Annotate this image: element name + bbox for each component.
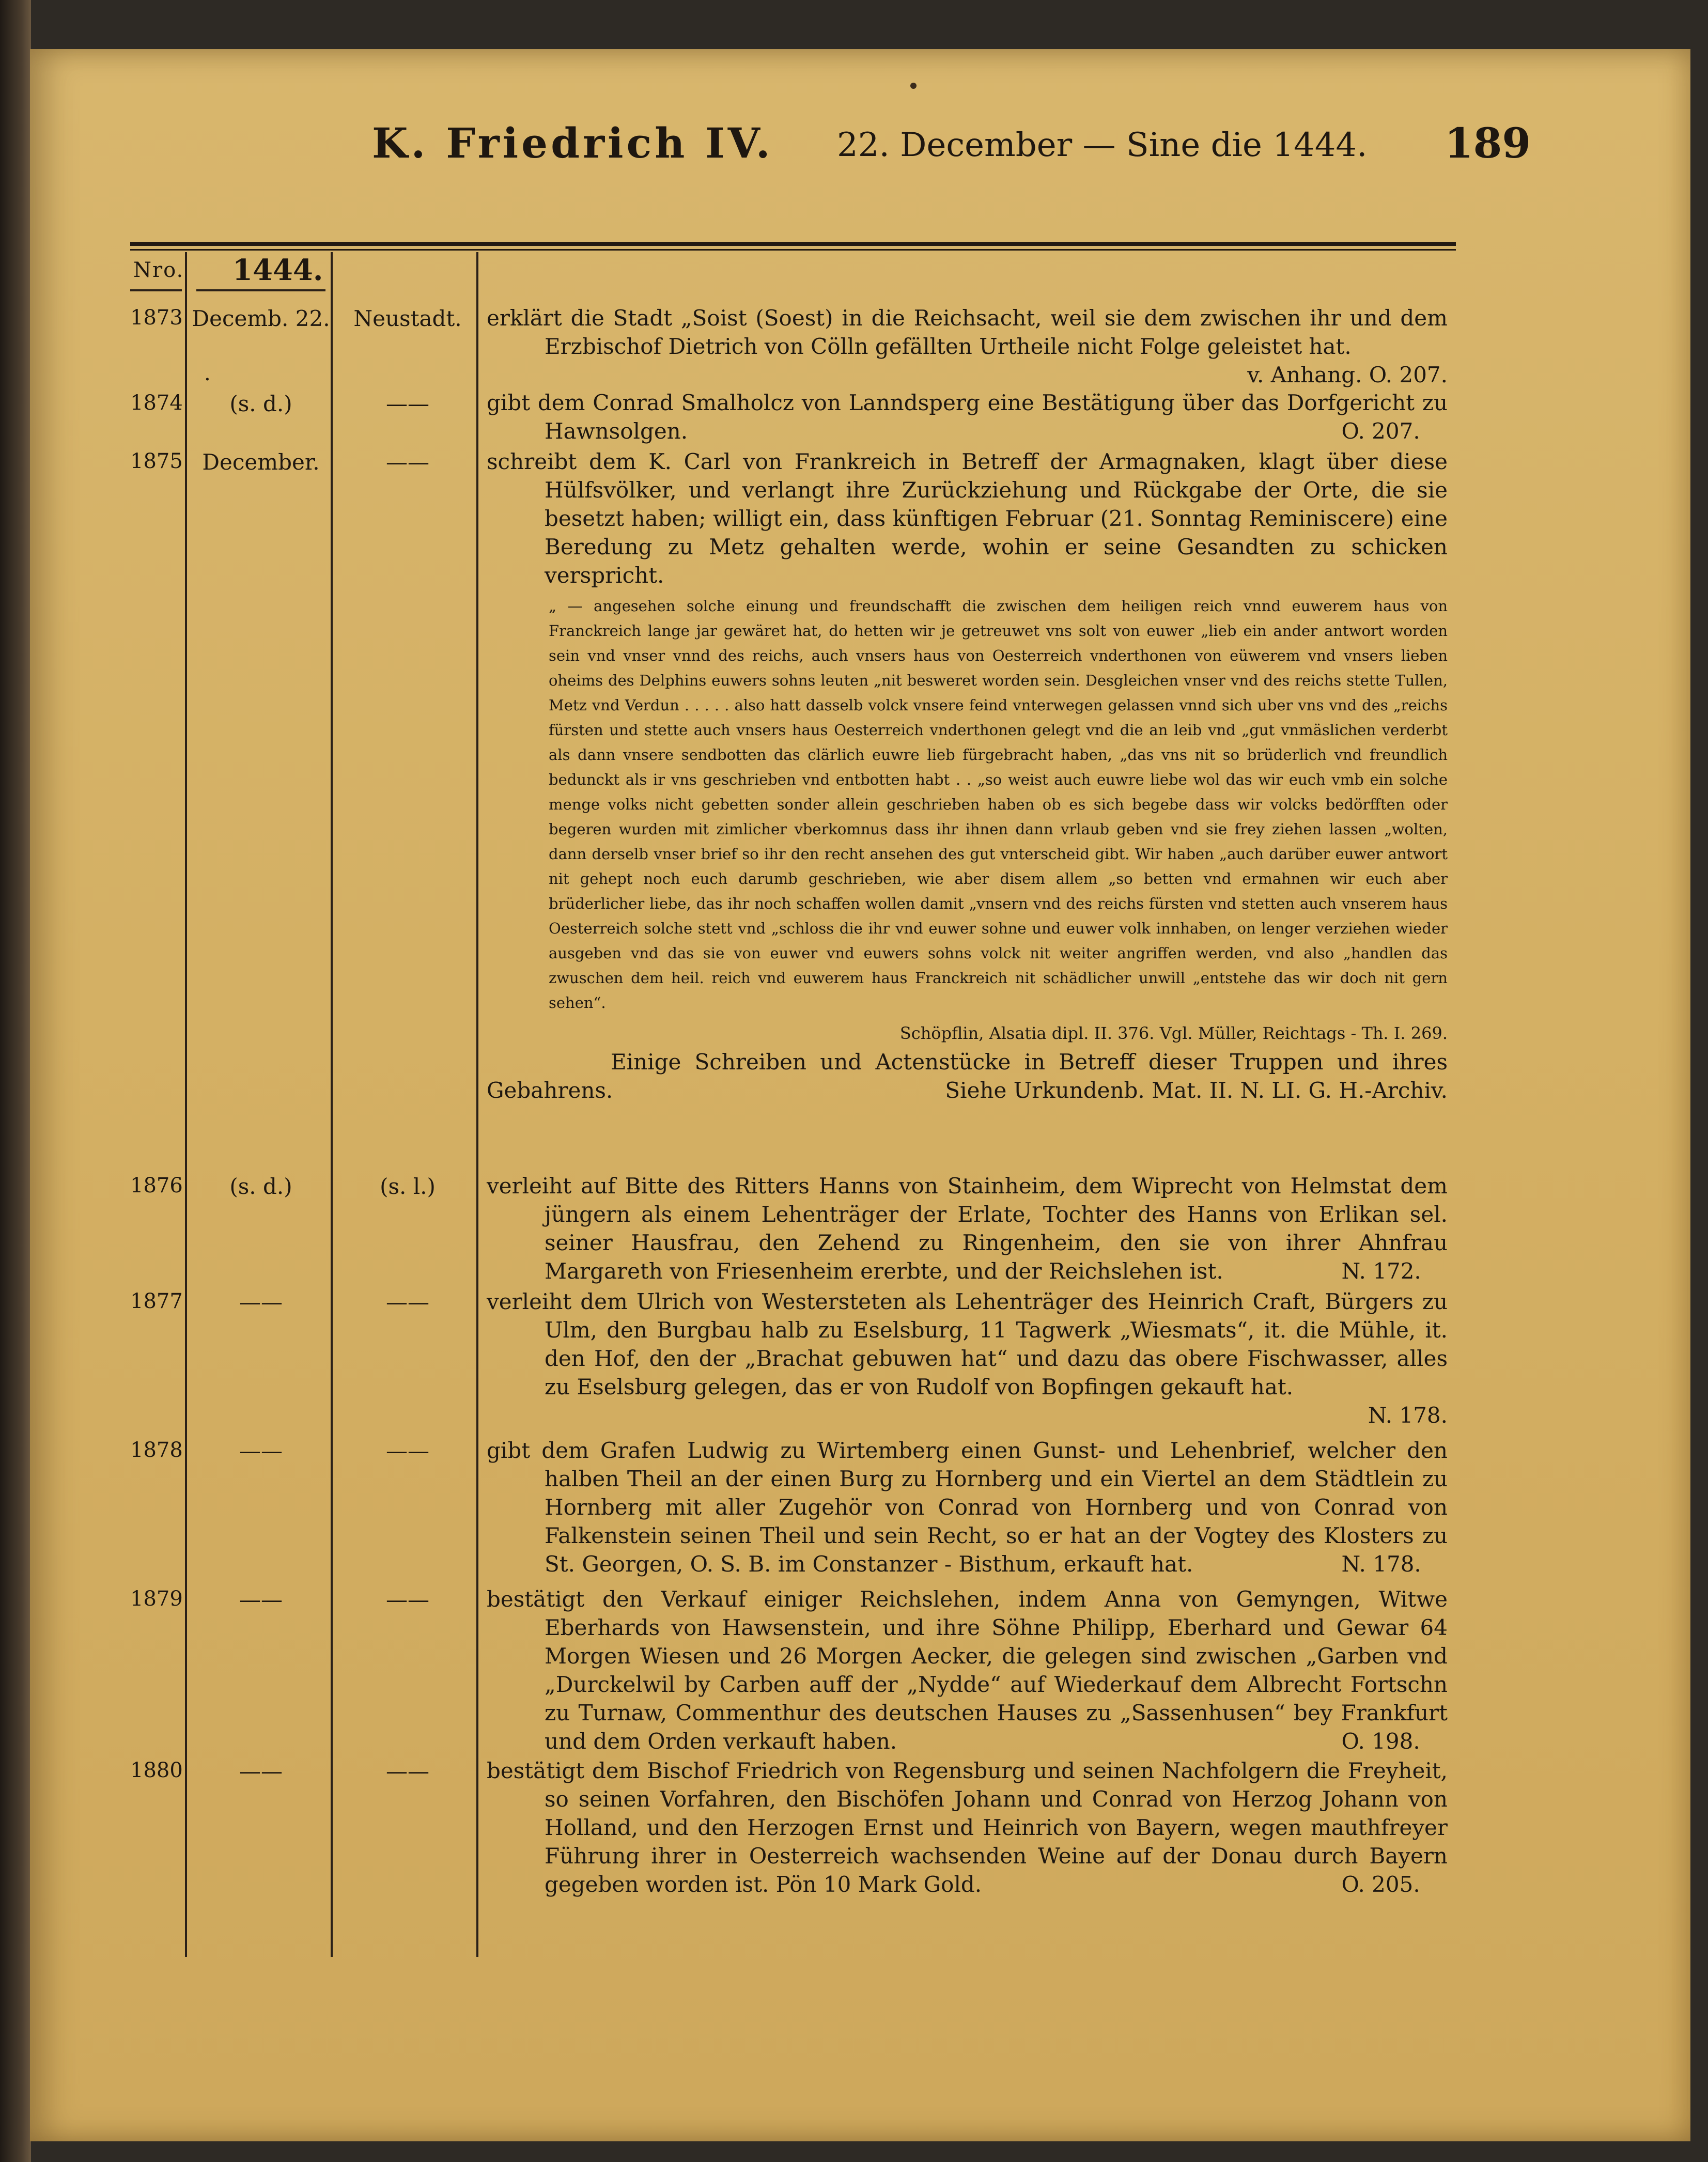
entry-number: 1874: [130, 391, 183, 415]
entry-reference: O. 207.: [1341, 418, 1420, 444]
entry-body: [487, 1756, 1448, 1899]
entry-number: 1879: [130, 1587, 183, 1611]
entry-text: [487, 1436, 1448, 1578]
entry-date: ——: [239, 1759, 283, 1784]
entry-text: [487, 304, 1448, 389]
entry-text: [487, 1172, 1448, 1285]
entry-number: 1875: [130, 449, 183, 473]
entry-text: [487, 1585, 1448, 1755]
entry-body: [487, 1172, 1448, 1285]
entry-reference: O. 198.: [1341, 1729, 1420, 1754]
entry-body-text: gibt dem Conrad Smalholcz von Lanndsperg eine Bestätigung über das Dorfgericht zu Hawnsolgen.: [487, 390, 1448, 444]
quote-source: Schöpflin, Alsatia dipl. II. 376. Vgl. Müller, Reichtags - Th. I. 269.: [899, 1023, 1448, 1043]
header-underline: [130, 289, 182, 291]
entry-reference: N. 178.: [1341, 1551, 1421, 1577]
page-date-range: 22. December — Sine die 1444.: [837, 126, 1368, 164]
entry-place: (s. l.): [380, 1174, 436, 1199]
entry-number: 1876: [130, 1174, 183, 1197]
page-number: 189: [1445, 119, 1531, 167]
entry-number: 1873: [130, 306, 183, 330]
entry-place: ——: [386, 1587, 429, 1612]
column-divider-nro: [185, 252, 187, 1957]
entry-place: ——: [386, 1759, 429, 1784]
entry-text: [487, 447, 1448, 1105]
header-rule: [130, 242, 1456, 246]
entry-date: (s. d.): [229, 391, 292, 416]
column-header-nro: Nro.: [133, 258, 184, 282]
entry-date: (s. d.): [229, 1174, 292, 1199]
entry-body-text: bestätigt den Verkauf einiger Reichslehen, indem Anna von Gemyngen, Witwe Eberhards von Hawsenstein, und ihre Söhne Philipp, Eberhard und Gewar 64 Morgen Wiesen und 26 Morgen Aecker, die gelegen sind zwischen „Garben vnd „Durckelwil by Carben auff der „Nydde“ auf Wiederkauf dem Albrecht Fortschn zu Turnaw, Commenthur des deutschen Hauses zu „Sassenhusen“ bey Frankfurt und dem Orden verkauft haben.: [487, 1586, 1448, 1754]
entry-number: 1880: [130, 1759, 183, 1782]
entry-note: [487, 1048, 1448, 1105]
entry-place: ——: [386, 449, 429, 475]
column-divider-date: [331, 252, 333, 1957]
entry-place: ——: [386, 1438, 429, 1464]
entry-body: [487, 388, 1448, 445]
cross-mark: .: [204, 362, 211, 385]
header-rule-thin: [130, 249, 1456, 251]
entry-number: 1877: [130, 1289, 183, 1313]
entry-body-text: verleiht auf Bitte des Ritters Hanns von Stainheim, dem Wiprecht von Helmstat dem jüngern als einem Lehenträger der Erlate, Tochter des Hanns von Erlikan sel. seiner Hausfrau, den Zehend zu Ringenheim, den sie von ihrer Ahnfrau Margareth von Friesenheim ererbte, und der Reichslehen ist.: [487, 1173, 1448, 1284]
running-head: [93, 119, 1531, 181]
entry-date: ——: [239, 1587, 283, 1612]
column-divider-place: [476, 252, 478, 1957]
entry-note-text: Einige Schreiben und Actenstücke in Betreff dieser Truppen und ihres Gebahrens.: [487, 1049, 1448, 1103]
entry-body: verleiht dem Ulrich von Westersteten als Lehenträger des Heinrich Craft, Bürgers zu Ulm, den Burgbau halb zu Eselsburg, 11 Tagwerk „Wiesmats“, it. die Mühle, it. den Hof, den der „Brachat gebuwen hat“ und dazu das obere Fischwasser, alles zu Eselsburg gelegen, das er von Rudolf von Bopfingen gekauft hat.: [487, 1289, 1448, 1399]
entry-reference: O. 205.: [1341, 1872, 1420, 1897]
entry-body: [487, 1436, 1448, 1578]
entry-body-text: gibt dem Grafen Ludwig zu Wirtemberg einen Gunst- und Lehenbrief, welcher den halben Theil an der einen Burg zu Hornberg und ein Viertel an dem Städtlein zu Hornberg mit aller Zugehör von Conrad von Hornberg und von Conrad von Falkenstein seinen Theil und sein Recht, so er hat an der Vogtey des Klosters zu St. Georgen, O. S. B. im Constanzer - Bisthum, erkauft hat.: [487, 1438, 1448, 1577]
entry-place: ——: [386, 1289, 429, 1315]
entry-text: [487, 1287, 1448, 1429]
entry-body: [487, 1585, 1448, 1755]
entry-reference: N. 178.: [1368, 1403, 1448, 1428]
entry-date: Decemb. 22.: [192, 306, 330, 331]
entry-body-text: bestätigt dem Bischof Friedrich von Regensburg und seinen Nachfolgern die Freyheit, so seinen Vorfahren, den Bischöfen Johann und Conrad von Herzog Johann von Holland, und den Herzogen Ernst und Heinrich von Bayern, wegen mauthfreyer Führung ihrer in Oesterreich wachsenden Weine auf der Donau durch Bayern gegeben worden ist. Pön 10 Mark Gold.: [487, 1758, 1448, 1897]
entry-body: schreibt dem K. Carl von Frankreich in Betreff der Armagnaken, klagt über diese Hülfsvölker, und verlangt ihre Zurückziehung und Rückgabe der Orte, die sie besetzt haben; willigt ein, dass künftigen Februar (21. Sonntag Reminiscere) eine Beredung zu Metz gehalten werde, wohin er seine Gesandten zu schicken verspricht.: [487, 449, 1448, 588]
ink-dot: [910, 83, 917, 89]
entry-date: ——: [239, 1289, 283, 1315]
column-header-year: 1444.: [232, 253, 323, 287]
entry-text: [487, 388, 1448, 445]
entry-number: 1878: [130, 1438, 183, 1462]
entry-body: erklärt die Stadt „Soist (Soest) in die Reichsacht, weil sie dem zwischen ihr und dem Erzbischof Dietrich von Cölln gefällten Urtheile nicht Folge geleistet hat.: [487, 305, 1448, 359]
entry-reference: v. Anhang. O. 207.: [1247, 362, 1448, 387]
header-underline: [196, 289, 325, 291]
entry-reference: N. 172.: [1341, 1258, 1421, 1284]
page-title: K. Friedrich IV.: [372, 119, 773, 167]
book-spine-shadow: [0, 0, 31, 2162]
entry-place: ——: [386, 391, 429, 416]
entry-note-reference: Siehe Urkundenb. Mat. II. N. LI. G. H.-Archiv.: [945, 1078, 1448, 1103]
entry-place: Neustadt.: [353, 306, 462, 331]
entry-date: December.: [202, 449, 320, 475]
entry-text: [487, 1756, 1448, 1899]
quoted-document: „ — angesehen solche einung und freundschafft die zwischen dem heiligen reich vnnd euwerem haus von Franckreich lange jar gewäret hat, do hetten wir je getreuwet vns solt von euwer „lieb ein ander antwort worden sein vnd vnser vnnd des reichs, auch vnsers haus von Oesterreich vnderthonen von eüwerem vnd vnsers lieben oheims des Delphins euwers sohns leuten „nit besweret worden sein. Desgleichen vnser vnd des reichs stette Tullen, Metz vnd Verdun . . . . . also hatt dasselb volck vnsere feind vnterwegen gelassen vnnd sich uber vns vnd des „reichs fürsten und stette auch vnsers haus Oesterreich vnderthonen gelegt vnd die an leib vnd „gut vnmäslichen verderbt als dann vnsere sendbotten das clärlich euwre lieb fürgebracht haben, „das vns nit so brüderlich vnd freundlich bedunckt als ir vns geschrieben vnd entbotten habt . . „so weist auch euwre liebe wol das wir euch vmb ein solche menge volks nicht gebetten sonder allein geschrieben haben ob es sich begebe dass wir volcks bedörfften oder begeren wurden mit zimlicher vberkomnus dass ihr ihnen dann vrlaub geben vnd sie frey ziehen lassen „wolten, dann derselb vnser brief so ihr den recht ansehen des gut vnterscheid gibt. Wir haben „auch darüber euwer antwort nit gehept noch euch darumb geschrieben, wie aber disem allem „so betten vnd ermahnen wir euch aber brüderlicher liebe, das ihr noch schaffen wollen damit „vnsern vnd des reichs fürsten vnd stetten auch vnserem haus Oesterreich solche stett vnd „schloss die ihr vnd euwer sohne und euwer volk innhaben, on lenger verziehen wieder ausgeben vnd das sie von euwer vnd euwers sohns volck nit weiter angriffen werden, vnd also „handlen das zwuschen dem heil. reich vnd euwerem haus Franckreich nit schädlicher unwill „entstehe das wir doch nit gern sehen“.: [549, 597, 1448, 1012]
entry-date: ——: [239, 1438, 283, 1464]
